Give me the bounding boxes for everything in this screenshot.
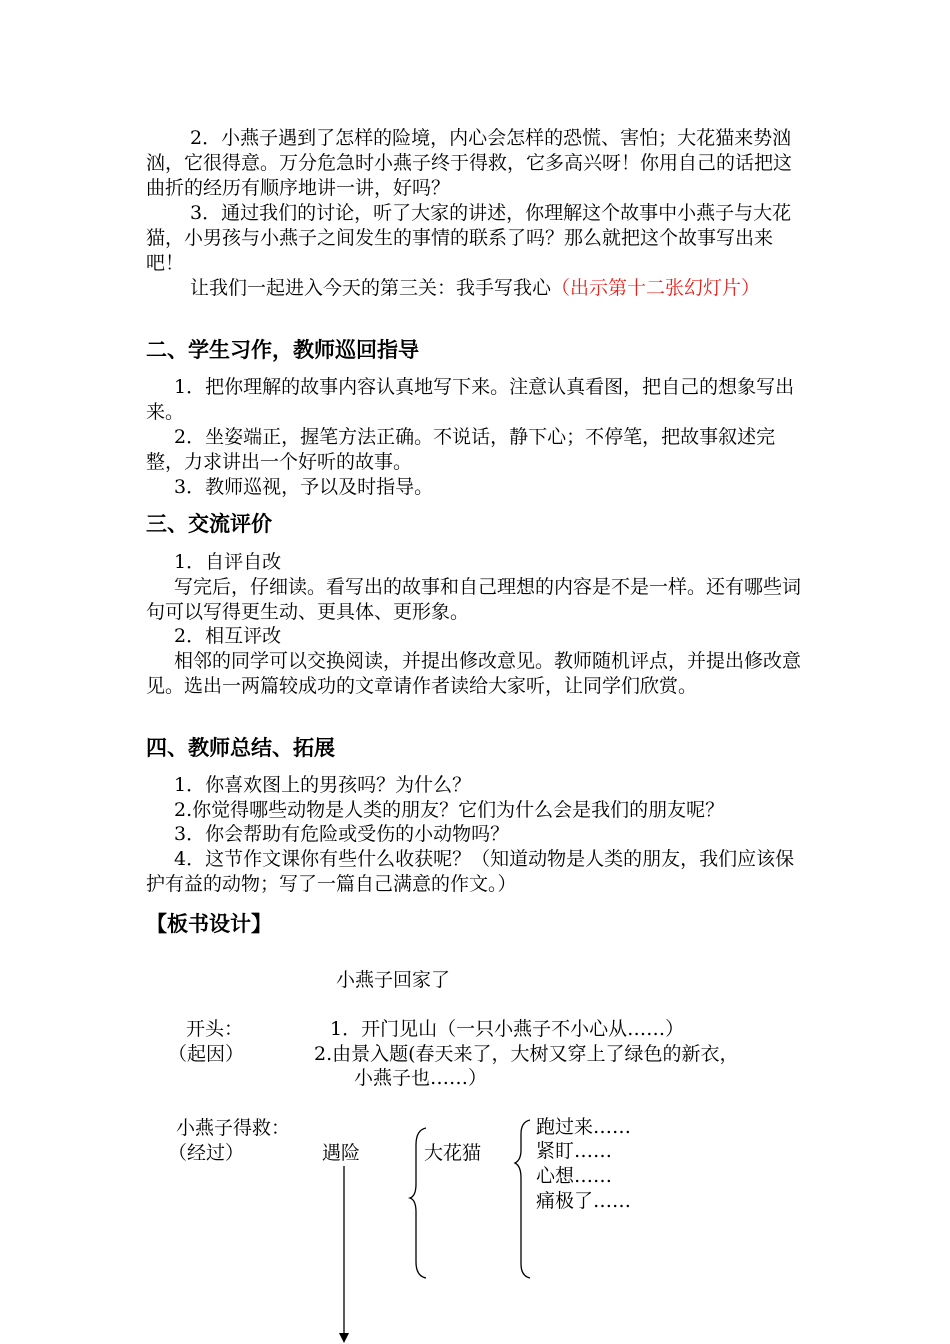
board-start-item-1: 1．开门见山（一只小燕子不小心从……） bbox=[330, 1018, 685, 1040]
board-start-item-2: 2.由景入题(春天来了，大树又穿上了绿色的新衣， bbox=[314, 1043, 739, 1065]
paragraph-2: 2．小燕子遇到了怎样的险境，内心会怎样的恐慌、害怕；大花猫来势汹汹，它很得意。万分危急时小燕子终于得救，它多高兴呀！你用自己的话把这曲折的经历有顺序地讲一讲，好吗？ bbox=[146, 127, 793, 199]
brace-right bbox=[515, 1120, 530, 1278]
section-3-heading: 三、交流评价 bbox=[146, 512, 272, 536]
section-4-heading: 四、教师总结、拓展 bbox=[146, 736, 335, 760]
board-cat: 大花猫 bbox=[424, 1142, 482, 1164]
paragraph-3: 3．通过我们的讨论，听了大家的讲述，你理解这个故事中小燕子与大花猫，小男孩与小燕子之间发生的事情的联系了吗？那么就把这个故事写出来吧！ bbox=[146, 202, 792, 274]
board-cat-action-1: 跑过来…… bbox=[536, 1116, 632, 1138]
section-3-text-2: 相邻的同学可以交换阅读，并提出修改意见。教师随机评点，并提出修改意见。选出一两篇较成功的文章请作者读给大家听，让同学们欣赏。 bbox=[146, 650, 802, 697]
board-start-label: 开头： bbox=[186, 1018, 244, 1040]
third-level-text: 让我们一起进入今天的第三关：我手写我心 bbox=[190, 277, 552, 299]
board-title: 小燕子回家了 bbox=[336, 969, 451, 991]
section-4-item-4: 4．这节作文课你有些什么收获呢？（知道动物是人类的朋友，我们应该保护有益的动物；写了一篇自己满意的作文。） bbox=[146, 848, 795, 895]
flow-arrow-head bbox=[339, 1333, 349, 1343]
board-rescue-label: 小燕子得救： bbox=[176, 1117, 291, 1139]
board-cat-action-2: 紧盯…… bbox=[536, 1140, 613, 1162]
section-2-heading: 二、学生习作，教师巡回指导 bbox=[146, 338, 419, 362]
section-4-item-3: 3．你会帮助有危险或受伤的小动物吗？ bbox=[174, 823, 510, 845]
board-cat-action-4: 痛极了…… bbox=[536, 1190, 632, 1212]
board-cat-action-3: 心想…… bbox=[536, 1165, 613, 1187]
section-2-item-2: 2．坐姿端正，握笔方法正确。不说话，静下心；不停笔，把故事叙述完整，力求讲出一个好听的故事。 bbox=[146, 426, 776, 473]
section-2-item-1: 1．把你理解的故事内容认真地写下来。注意认真看图，把自己的想象写出来。 bbox=[146, 376, 795, 423]
board-heading: 【板书设计】 bbox=[146, 912, 272, 936]
section-3-sub-2: 2．相互评改 bbox=[174, 625, 282, 647]
section-2-item-3: 3．教师巡视，予以及时指导。 bbox=[174, 476, 434, 498]
board-start-item-2-cont: 小燕子也……） bbox=[354, 1067, 488, 1089]
brace-left bbox=[410, 1128, 426, 1278]
section-3-text-1: 写完后，仔细读。看写出的故事和自己理想的内容是不是一样。还有哪些词句可以写得更生动、更具体、更形象。 bbox=[146, 576, 802, 623]
section-3-sub-1: 1．自评自改 bbox=[174, 551, 282, 573]
board-rescue-sub: （经过） bbox=[168, 1142, 245, 1164]
slide-note: （出示第十二张幻灯片） bbox=[551, 277, 761, 299]
board-start-sub: （起因） bbox=[168, 1043, 245, 1065]
section-4-item-2: 2.你觉得哪些动物是人类的朋友？它们为什么会是我们的朋友呢？ bbox=[174, 799, 725, 821]
section-4-item-1: 1．你喜欢图上的男孩吗？为什么？ bbox=[174, 774, 472, 796]
board-danger: 遇险 bbox=[322, 1142, 361, 1164]
